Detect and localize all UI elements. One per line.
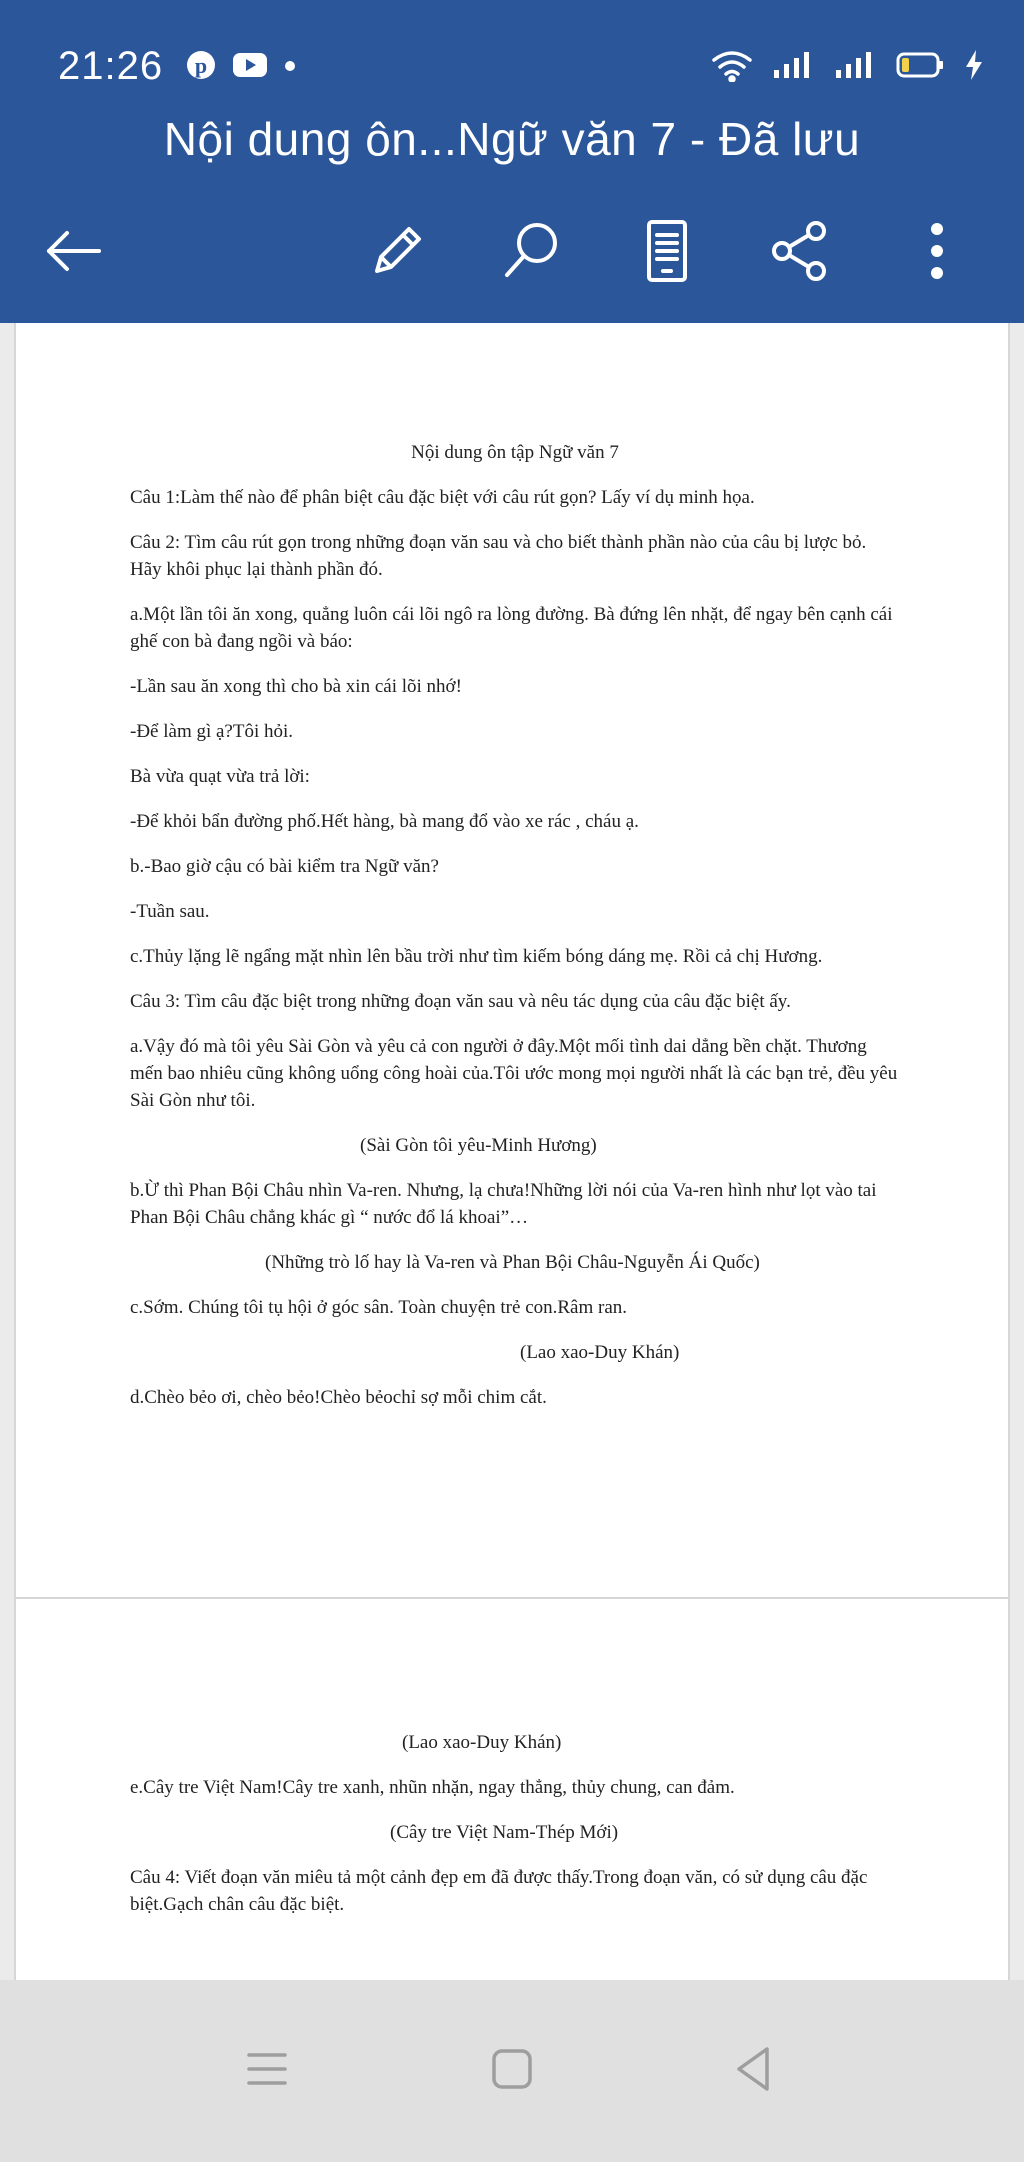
mobile-view-button[interactable] — [630, 216, 704, 290]
paragraph: -Để làm gì ạ?Tôi hỏi. — [130, 721, 294, 742]
wifi-icon — [710, 48, 754, 87]
status-time: 21:26 — [58, 44, 164, 88]
paragraph: c.Thủy lặng lẽ ngẩng mặt nhìn lên bầu trời như tìm kiếm bóng dáng mẹ. Rồi cả chị Hương. — [130, 946, 823, 967]
back-icon — [733, 2045, 773, 2098]
system-back-button[interactable] — [708, 2026, 798, 2116]
recent-apps-icon — [245, 2049, 289, 2094]
citation: (Cây tre Việt Nam-Thép Mới) — [390, 1822, 619, 1843]
paragraph: Câu 3: Tìm câu đặc biệt trong những đoạn văn sau và nêu tác dụng của câu đặc biệt ấy. — [130, 991, 791, 1012]
navigation-bar — [0, 1980, 1024, 2162]
citation: (Lao xao-Duy Khán) — [402, 1732, 562, 1753]
status-bar — [0, 0, 1024, 110]
paragraph: c.Sớm. Chúng tôi tụ hội ở góc sân. Toàn chuyện trẻ con.Râm ran. — [130, 1297, 628, 1318]
recent-apps-button[interactable] — [222, 2026, 312, 2116]
paragraph: Câu 4: Viết đoạn văn miêu tả một cảnh đẹp em đã được thấy.Trong đoạn văn, có sử dụng câu đặc biệt.Gạch chân câu đặc biệt. — [130, 1867, 868, 1915]
home-icon — [490, 2047, 534, 2096]
paragraph: a.Một lần tôi ăn xong, quẳng luôn cái lõi ngô ra lòng đường. Bà đứng lên nhặt, để ngay bên cạnh cái ghế con bà đang ngồi và báo: — [130, 604, 893, 652]
paragraph: e.Cây tre Việt Nam!Cây tre xanh, nhũn nhặn, ngay thẳng, thủy chung, can đảm. — [130, 1777, 735, 1798]
share-icon — [768, 219, 832, 288]
more-vertical-icon — [927, 221, 947, 286]
search-button[interactable] — [494, 216, 568, 290]
youtube-icon — [232, 51, 268, 84]
document-area[interactable] — [0, 323, 1024, 1980]
paragraph: d.Chèo bẻo ơi, chèo bẻo!Chèo bẻochỉ sợ mỗi chim cắt. — [130, 1387, 547, 1408]
paragraph: b.Ừ thì Phan Bội Châu nhìn Va-ren. Nhưng, lạ chưa!Những lời nói của Va-ren hình như lọt vào tai Phan Bội Châu chẳng khác gì “ nước đổ lá khoai”… — [130, 1180, 877, 1228]
document-page — [14, 1597, 1010, 1980]
document-title: Nội dung ôn...Ngữ văn 7 - Đã lưu — [163, 113, 861, 165]
citation: (Sài Gòn tôi yêu-Minh Hương) — [360, 1135, 597, 1156]
mobile-view-icon — [643, 219, 691, 288]
paragraph: b.-Bao giờ cậu có bài kiểm tra Ngữ văn? — [130, 856, 439, 877]
battery-icon — [896, 51, 946, 84]
home-button[interactable] — [467, 2026, 557, 2116]
search-icon — [499, 219, 563, 288]
page-heading: Nội dung ôn tập Ngữ văn 7 — [411, 442, 619, 463]
paragraph: Câu 1:Làm thế nào để phân biệt câu đặc biệt với câu rút gọn? Lấy ví dụ minh họa. — [130, 487, 755, 508]
edit-button[interactable] — [360, 216, 434, 290]
paragraph: -Tuần sau. — [130, 901, 210, 922]
pencil-icon — [367, 221, 427, 286]
back-button[interactable] — [36, 216, 110, 290]
more-options-button[interactable] — [900, 216, 974, 290]
paragraph: Bà vừa quạt vừa trả lời: — [130, 766, 310, 787]
paragraph: -Lần sau ăn xong thì cho bà xin cái lõi nhớ! — [130, 676, 462, 697]
charging-icon — [964, 49, 984, 86]
paragraph: -Để khỏi bẩn đường phố.Hết hàng, bà mang đổ vào xe rác , cháu ạ. — [130, 811, 639, 832]
paragraph: Câu 2: Tìm câu rút gọn trong những đoạn văn sau và cho biết thành phần nào của câu bị lược bỏ. Hãy khôi phục lại thành phần đó. — [130, 532, 867, 580]
share-button[interactable] — [763, 216, 837, 290]
notification-dot-icon — [284, 59, 296, 77]
app-bar — [0, 0, 1024, 323]
paragraph: a.Vậy đó mà tôi yêu Sài Gòn và yêu cả con người ở đây.Một mối tình dai dẳng bền chặt. Thương mến bao nhiêu cũng không uổng công hoài của.Tôi ước mong mọi người nhất là các bạn trẻ, đều yêu Sài Gòn như tôi. — [130, 1036, 898, 1111]
pinterest-icon — [186, 50, 216, 85]
signal-icon — [772, 50, 816, 85]
svg-text:p: p — [194, 53, 208, 78]
back-arrow-icon — [43, 229, 103, 278]
document-page — [14, 323, 1010, 1615]
citation: (Những trò lố hay là Va-ren và Phan Bội Châu-Nguyễn Ái Quốc) — [265, 1252, 760, 1273]
signal-icon — [834, 50, 878, 85]
citation: (Lao xao-Duy Khán) — [520, 1342, 680, 1363]
